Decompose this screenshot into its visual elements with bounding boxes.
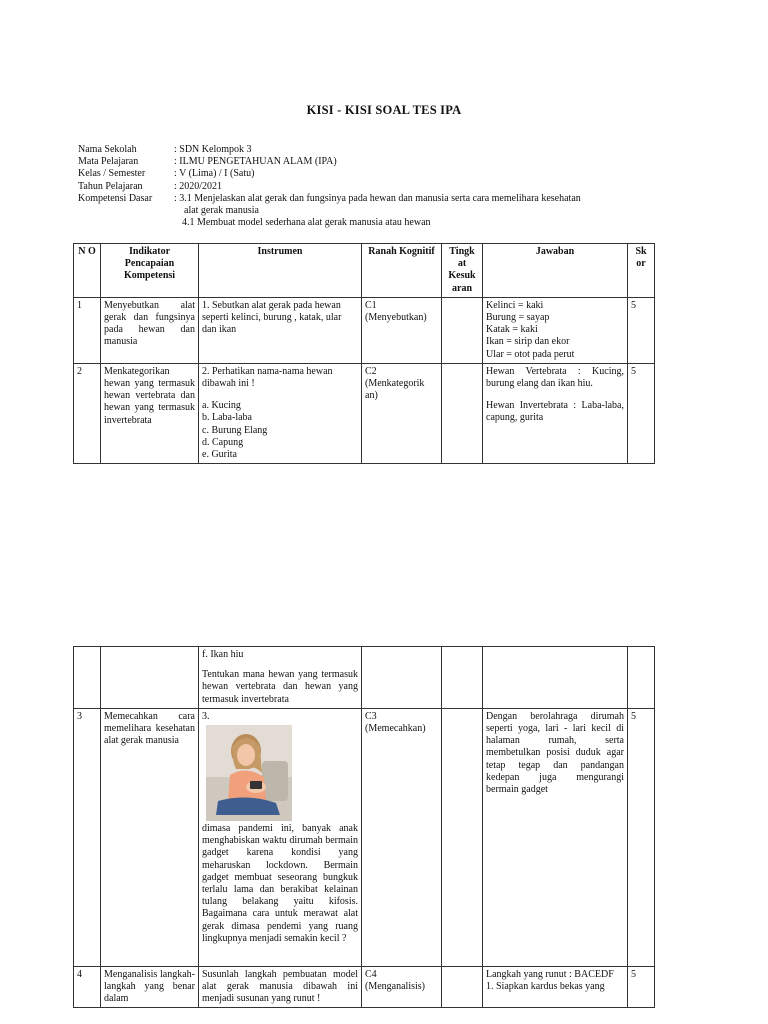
info-value: : 3.1 Menjelaskan alat gerak dan fungsinya pada hewan dan manusia serta cara memelihara kesehatan [174,192,581,204]
header-instrumen: Instrumen [199,244,362,298]
info-spacer [78,217,174,229]
cell-ranah: C2 (Menkategorik an) [362,363,442,463]
header-ranah: Ranah Kognitif [362,244,442,298]
info-label: Nama Sekolah [78,144,137,155]
info-label: Tahun Pelajaran [78,180,143,192]
answer-line: 1. Siapkan kardus bekas yang [486,981,605,993]
answer-line: Langkah yang runut : BACEDF [486,968,614,980]
cell-jawaban [483,297,628,363]
table-row [74,363,655,463]
table-row [74,647,655,709]
cell-indikator: Menyebutkan alat gerak dan fungsinya pada hewan dan manusia [101,297,199,363]
info-value: : ILMU PENGETAHUAN ALAM (IPA) [174,156,337,168]
cell-instrumen [199,363,362,463]
table-row [74,708,655,966]
cell-no: 4 [74,966,101,1008]
answer-line: Burung = sayap [486,312,550,324]
option-item: f. Ikan hiu [202,649,244,660]
cell-no: 2 [74,363,101,463]
header-indikator: Indikator Pencapaian Kompetensi [101,244,199,298]
info-spacer [78,205,174,217]
info-label: Mata Pelajaran [78,156,139,168]
question-text: 2. Perhatikan nama-nama hewan dibawah ini ! [202,365,333,390]
cell-instrumen: 1. Sebutkan alat gerak pada hewan seperti kelinci, burung , katak, ular dan ikan [199,297,362,363]
option-item: e. Gurita [202,449,237,461]
answer-line: Ikan = sirip dan ekor [486,336,570,348]
cell-indikator: Menkategorikan hewan yang termasuk hewan vertebrata dan hewan yang termasuk invertebrata [101,363,199,463]
info-row-school [78,144,638,156]
info-row-subject [78,156,638,168]
cell-no: 3 [74,708,101,966]
header-jawaban: Jawaban [483,244,628,298]
answer-paragraph: Hewan Vertebrata : Kucing, burung elang dan ikan hiu. [486,365,624,390]
info-label: Kompetensi Dasar [78,192,153,204]
info-row-competency-cont [78,205,638,217]
cell-skor: 5 [628,363,655,463]
answer-line: Katak = kaki [486,324,538,336]
cell-instrumen: Susunlah langkah pembuatan model alat gerak manusia dibawah ini menjadi susunan yang runut ! [199,966,362,1008]
kisi-table-page-1 [73,243,655,464]
cell-no [74,647,101,709]
info-value: : SDN Kelompok 3 [174,144,252,155]
cell-tingkat [442,297,483,363]
cell-no: 1 [74,297,101,363]
header-tingkat: Tingk at Kesuk aran [442,244,483,298]
cell-jawaban: Dengan berolahraga dirumah seperti yoga, lari - lari kecil di halaman rumah, serta membetulkan posisi duduk agar tetap tegap dan pandangan kedepan juga mengurangi bermain gadget [483,708,628,966]
info-label: Kelas / Semester [78,168,146,180]
info-row-competency [78,193,638,205]
document-info [78,144,638,229]
cell-jawaban [483,966,628,1008]
cell-indikator: Memecahkan cara memelihara kesehatan alat gerak manusia [101,708,199,966]
cell-tingkat [442,966,483,1008]
table-row [74,297,655,363]
cell-tingkat [442,647,483,709]
child-illustration [206,725,292,821]
document-title: KISI - KISI SOAL TES IPA [306,103,462,117]
cell-instrumen [199,647,362,709]
answer-paragraph: Hewan Invertebrata : Laba-laba, capung, gurita [486,400,624,424]
cell-instrumen [199,708,362,966]
cell-ranah [362,647,442,709]
header-no: N O [74,244,101,298]
info-value: : 2020/2021 [174,180,223,192]
option-item: d. Capung [202,436,244,448]
cell-tingkat [442,708,483,966]
cell-jawaban [483,647,628,709]
kisi-table-page-2 [73,646,655,1008]
cell-skor: 5 [628,708,655,966]
answer-line: Ular = otot pada perut [486,348,575,360]
cell-ranah: C3 (Memecahkan) [362,708,442,966]
option-item: a. Kucing [202,400,241,412]
cell-skor [628,647,655,709]
cell-skor: 5 [628,297,655,363]
info-value: : V (Lima) / I (Satu) [174,168,255,180]
child-using-gadget-photo [206,725,292,821]
table-header-row [74,244,655,298]
question-text: dimasa pandemi ini, banyak anak menghabiskan waktu dirumah bermain gadget karena kondisi yang meharuskan lockdown. Bermain gadget membuat seseorang bungkuk terlalu lama dan berakibat kelainan tulang belakang yaitu kifosis. Bagaimana cara untuk merawat alat gerak dimasa pendemi yang ruang lingkupnya menjadi semakin kecil ? [202,823,358,944]
option-item: b. Laba-laba [202,412,252,424]
question-text: Tentukan mana hewan yang termasuk hewan vertebrata dan hewan yang termasuk invertebrata [202,669,358,705]
cell-tingkat [442,363,483,463]
cell-ranah: C4 (Menganalisis) [362,966,442,1008]
spacer [486,390,624,400]
cell-ranah: C1 (Menyebutkan) [362,297,442,363]
info-row-class [78,168,638,180]
info-row-competency-2 [78,217,638,229]
competency-second: 4.1 Membuat model sederhana alat gerak manusia atau hewan [182,217,431,229]
header-skor: Sk or [628,244,655,298]
option-item: c. Burung Elang [202,424,268,436]
competency-continuation: alat gerak manusia [184,205,259,217]
cell-jawaban [483,363,628,463]
cell-skor: 5 [628,966,655,1008]
cell-indikator [101,647,199,709]
question-number: 3. [202,710,210,722]
spacer [202,390,358,400]
answer-line: Kelinci = kaki [486,299,544,311]
info-row-year [78,181,638,193]
spacer [202,661,358,669]
table-row [74,966,655,1008]
cell-indikator: Menganalisis langkah-langkah yang benar dalam [101,966,199,1008]
